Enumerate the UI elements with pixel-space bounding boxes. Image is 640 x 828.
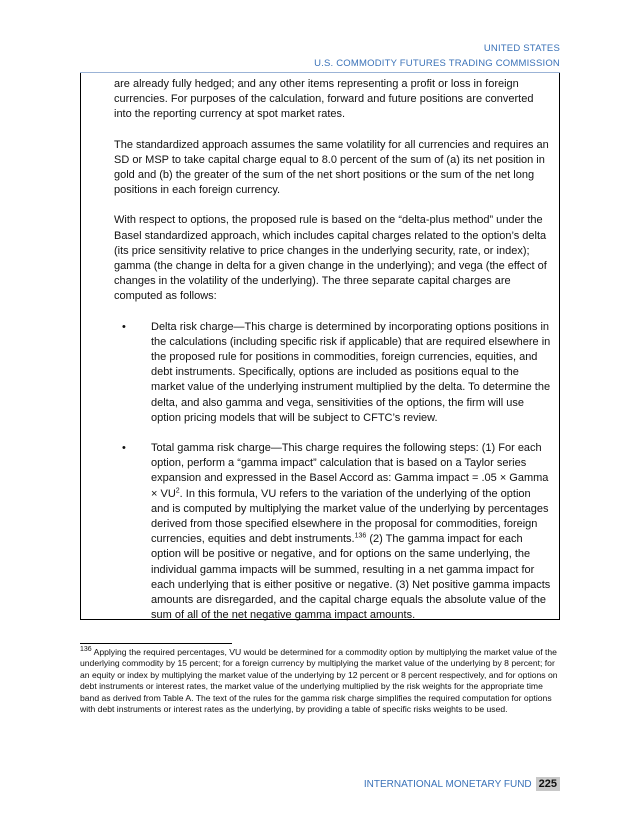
page-number: 225 (536, 777, 560, 791)
list-item-gamma (114, 441, 551, 623)
footnote-rule (80, 643, 232, 644)
header-country: UNITED STATES (483, 43, 560, 54)
footnote-text: Applying the required percentages, VU would be determined for a commodity option by multiplying the market value of the underlying commodity by 15 percent; for a foreign currency by multiplying the market value of the underlying by 8 percent; for an equity or index by multiplying the market value of the underlying by 12 percent or 8 percent respectively, and for options on debt instruments or interest rates, the market value of the underlying multiplied by the risk weights for the appropriate time band as derived from Table A. The text of the rules for the gamma risk charge simplifies the required computation for options with debt instruments or interest rates as the underlying, by providing a table of specific risks weights to be used. (80, 647, 558, 715)
gamma-risk-text-a: Total gamma risk charge—This charge requires the following steps: (1) For each option, perform a “gamma impact” calculation that is based on a Taylor series expansion and expressed in the Basel Accord as: Gamma impact = .05 × Gamma × VU (151, 442, 549, 500)
footnote-136 (80, 647, 560, 715)
superscript-2: 2 (175, 487, 180, 495)
bullet-icon: • (122, 320, 126, 333)
gamma-risk-text-b: . In this formula, VU refers to the variation of the underlying of the option and is computed by multiplying the market value of the underlying by percentages derived from those specified elsewhere in the proposal for commodities, foreign currencies, equities and debt instruments. (151, 487, 549, 546)
footnote-number: 136 (80, 646, 92, 654)
paragraph-1: are already fully hedged; and any other items representing a profit or loss in foreign currencies. For purposes of the calculation, forward and future positions are converted into the reporting currency at spot market rates. (114, 78, 534, 121)
footer-label: INTERNATIONAL MONETARY FUND (363, 778, 532, 790)
list-item-delta (114, 320, 551, 426)
page-footer (364, 777, 560, 791)
boxed-content (114, 77, 551, 639)
delta-risk-text: Delta risk charge—This charge is determined by incorporating options positions in the calculations (including specific risk if applicable) that are required elsewhere in the proposed rule for positions in commodities, foreign currencies, equities, and debt instruments. Specifically, options are included as positions equal to the market value of the underlying instrument multiplied by the delta. To determine the delta, and also gamma and vega, sensitivities of the options, the firm will use option pricing models that will be subject to CFTC’s review. (151, 320, 551, 424)
footnote-ref-136[interactable]: 136 (354, 532, 367, 540)
paragraph-2: The standardized approach assumes the same volatility for all currencies and requires an SD or MSP to take capital charge equal to 8.0 percent of the sum of (a) its net position in gold and (b) the greater of the sum of the net short positions or the sum of the net long positions in each foreign currency. (114, 138, 549, 197)
gamma-risk-text-c: (2) The gamma impact for each option will be positive or negative, and for options on the same underlying, the individual gamma impacts will be summed, resulting in a net gamma impact for each underlying that is either positive or negative. (3) Net positive gamma impacts amounts are disregarded, and the capital charge equals the absolute value of the sum of all of the net negative gamma impact amounts. (151, 533, 551, 622)
paragraph-3: With respect to options, the proposed rule is based on the “delta-plus method” under the Basel standardized approach, which includes capital charges related to the option’s delta (its price sensitivity relative to price changes in the underlying security, rate, or index); gamma (the change in delta for a given change in the underlying); and vega (the effect of changes in the volatility of the underlying). The three separate capital charges are computed as follows: (114, 214, 547, 303)
header-agency: U.S. COMMODITY FUTURES TRADING COMMISSION (314, 58, 560, 69)
bullet-icon: • (122, 442, 126, 455)
capital-charge-list (114, 320, 551, 624)
